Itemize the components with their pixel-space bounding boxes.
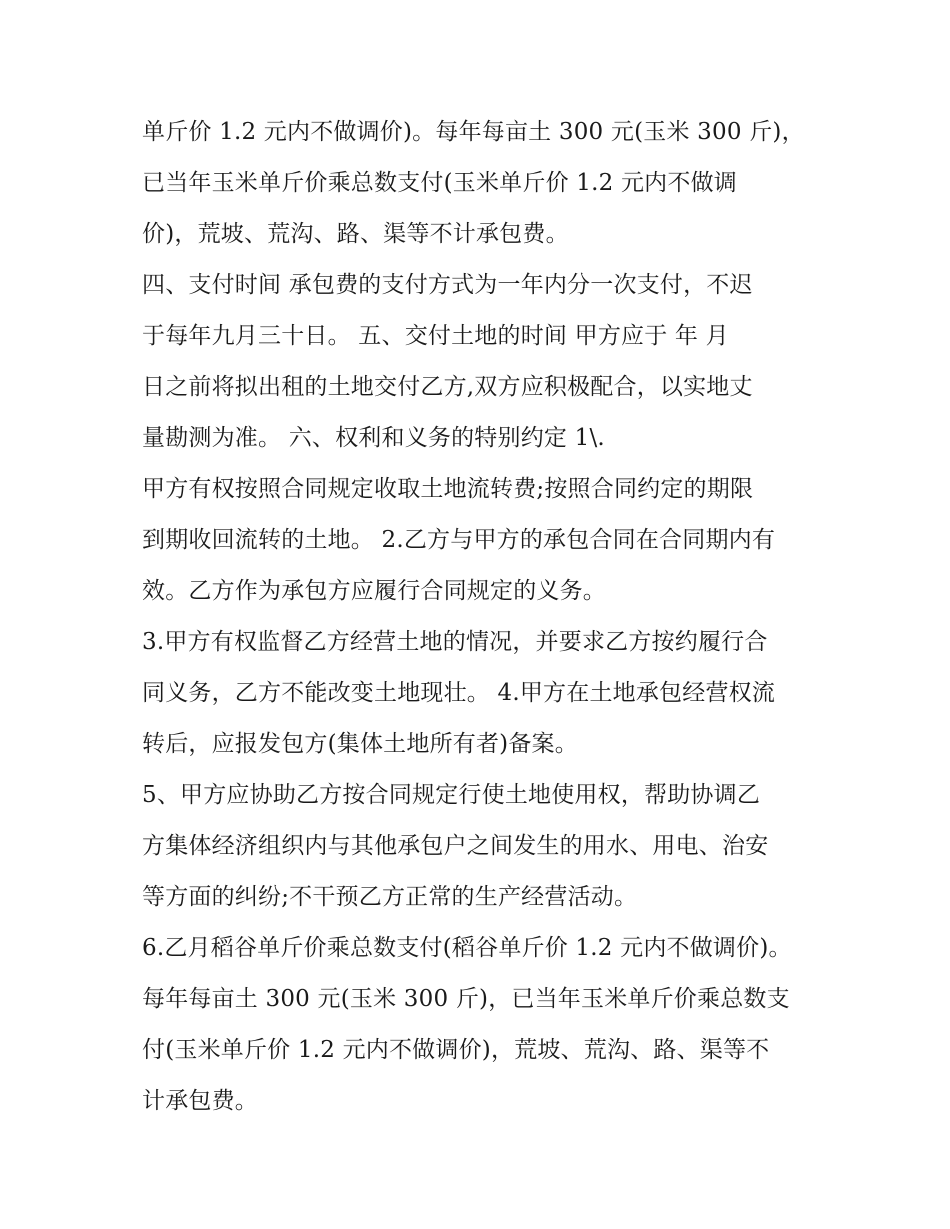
text-line: 日之前将拟出租的土地交付乙方,双方应积极配合，以实地丈: [142, 374, 753, 400]
text-line: 效。乙方作为承包方应履行合同规定的义务。: [142, 578, 606, 604]
text-line: 于每年九月三十日。 五、交付土地的时间 甲方应于 年 月: [142, 323, 729, 349]
text-line: 转后，应报发包方(集体土地所有者)备案。: [142, 731, 578, 757]
text-line: 同义务，乙方不能改变土地现壮。 4.甲方在土地承包经营权流: [142, 680, 776, 706]
text-line: 已当年玉米单斤价乘总数支付(玉米单斤价 1.2 元内不做调: [142, 170, 737, 196]
text-line: 单斤价 1.2 元内不做调价)。每年每亩土 300 元(玉米 300 斤)，: [142, 119, 805, 145]
contract-text-body: [142, 107, 832, 1127]
text-line: 价)，荒坡、荒沟、路、渠等不计承包费。: [142, 221, 569, 247]
text-line: 计承包费。: [142, 1088, 258, 1114]
text-line: 甲方有权按照合同规定收取土地流转费;按照合同约定的期限: [142, 476, 754, 502]
text-line: 付(玉米单斤价 1.2 元内不做调价)，荒坡、荒沟、路、渠等不: [142, 1037, 770, 1063]
text-line: 量勘测为准。 六、权利和义务的特别约定 1\.: [142, 425, 605, 451]
text-line: 5、甲方应协助乙方按合同规定行使土地使用权，帮助协调乙: [142, 782, 761, 808]
text-line: 到期收回流转的土地。 2.乙方与甲方的承包合同在合同期内有: [142, 527, 776, 553]
text-line: 3.甲方有权监督乙方经营土地的情况，并要求乙方按约履行合: [142, 629, 768, 655]
text-line: 方集体经济组织内与其他承包户之间发生的用水、用电、治安: [142, 833, 769, 859]
text-line: 四、支付时间 承包费的支付方式为一年内分一次支付，不迟: [142, 272, 753, 298]
text-line: 每年每亩土 300 元(玉米 300 斤)，已当年玉米单斤价乘总数支: [142, 986, 790, 1012]
text-line: 6.乙月稻谷单斤价乘总数支付(稻谷单斤价 1.2 元内不做调价)。: [142, 935, 792, 961]
text-line: 等方面的纠纷;不干预乙方正常的生产经营活动。: [142, 884, 638, 910]
